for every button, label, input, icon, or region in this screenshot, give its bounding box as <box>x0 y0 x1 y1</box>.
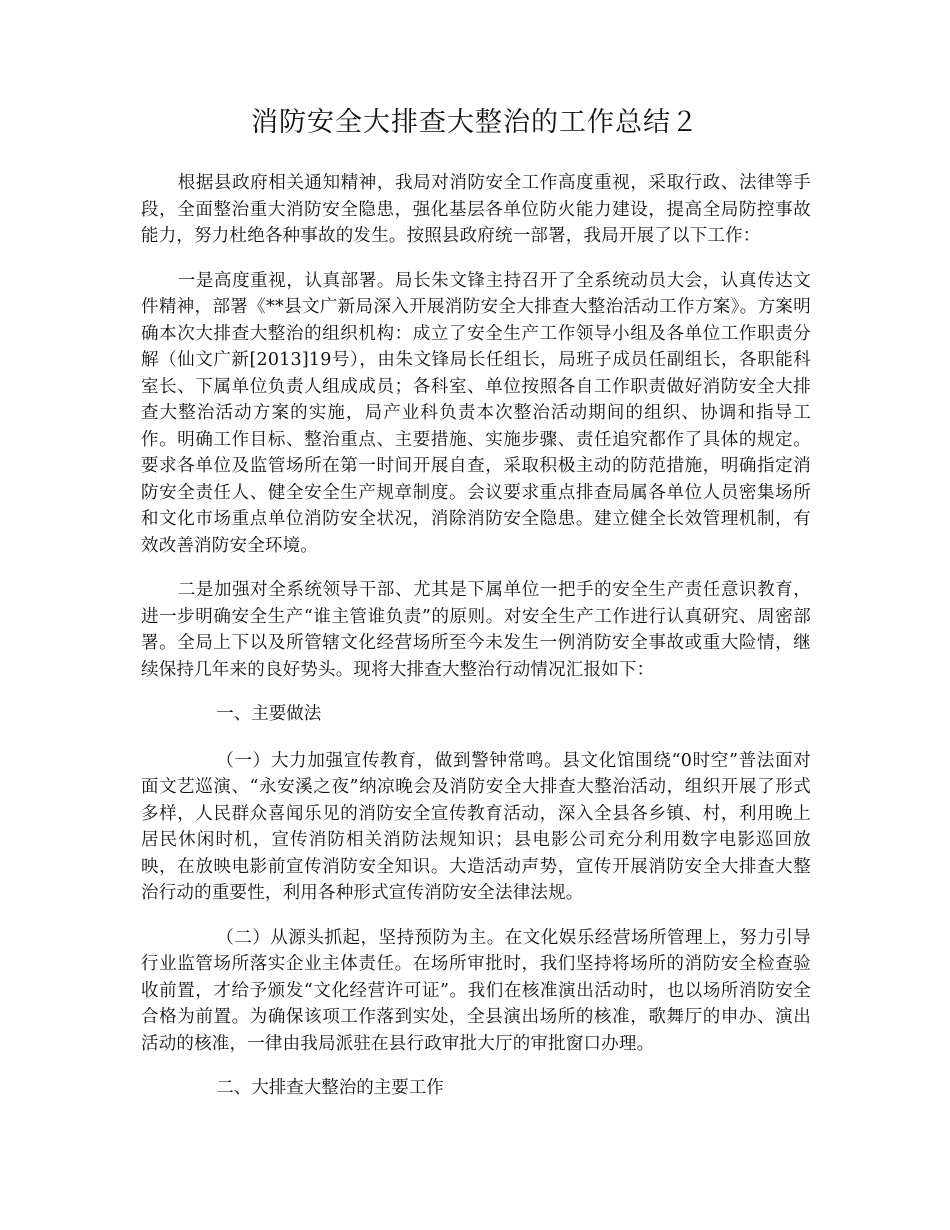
document-body <box>141 170 811 1122</box>
paragraph-point-one: 一是高度重视，认真部署。局长朱文锋主持召开了全系统动员大会，认真传达文件精神，部署《**县文广新局深入开展消防安全大排查大整治活动工作方案》。方案明确本次大排查大整治的组织机构：成立了安全生产工作领导小组及各单位工作职责分解（仙文广新[2013]19号），由朱文锋局长任组长，局班子成员任副组长，各职能科室长、下属单位负责人组成成员；各科室、单位按照各自工作职责做好消防安全大排查大整治活动方案的实施，局产业科负责本次整治活动期间的组织、协调和指导工作。明确工作目标、整治重点、主要措施、实施步骤、责任追究都作了具体的规定。要求各单位及监管场所在第一时间开展自查，采取积极主动的防范措施，明确指定消防安全责任人、健全安全生产规章制度。会议要求重点排查局属各单位人员密集场所和文化市场重点单位消防安全状况，消除消防安全隐患。建立健全长效管理机制，有效改善消防安全环境。 <box>141 270 811 556</box>
paragraph-intro: 根据县政府相关通知精神，我局对消防安全工作高度重视，采取行政、法律等手段，全面整治重大消防安全隐患，强化基层各单位防火能力建设，提高全局防控事故能力，努力杜绝各种事故的发生。按照县政府统一部署，我局开展了以下工作： <box>141 173 811 246</box>
paragraph-publicity-education: （一）大力加强宣传教育，做到警钟常鸣。县文化馆围绕“0时空”普法面对面文艺巡演、“永安溪之夜”纳凉晚会及消防安全大排查大整治活动，组织开展了形式多样，人民群众喜闻乐见的消防安全宣传教育活动，深入全县各乡镇、村，利用晚上居民休闲时机，宣传消防相关消防法规知识；县电影公司充分利用数字电影巡回放映，在放映电影前宣传消防安全知识。大造活动声势，宣传开展消防安全大排查大整治行动的重要性，利用各种形式宣传消防安全法律法规。 <box>141 750 811 903</box>
section-heading-main-work: 二、大排查大整治的主要工作 <box>216 1078 444 1098</box>
section-heading-main-practices: 一、主要做法 <box>216 704 322 724</box>
paragraph-prevention-first: （二）从源头抓起，坚持预防为主。在文化娱乐经营场所管理上，努力引导行业监管场所落实企业主体责任。在场所审批时，我们坚持将场所的消防安全检查验收前置，才给予颁发“文化经营许可证”。我们在核准演出活动时，也以场所消防安全合格为前置。为确保该项工作落到实处，全县演出场所的核准，歌舞厅的申办、演出活动的核准，一律由我局派驻在县行政审批大厅的审批窗口办理。 <box>141 927 811 1054</box>
paragraph-point-two: 二是加强对全系统领导干部、尤其是下属单位一把手的安全生产责任意识教育，进一步明确安全生产“谁主管谁负责”的原则。对安全生产工作进行认真研究、周密部署。全局上下以及所管辖文化经营场所至今未发生一例消防安全事故或重大险情，继续保持几年来的良好势头。现将大排查大整治行动情况汇报如下： <box>141 580 811 680</box>
document-title: 消防安全大排查大整治的工作总结２ <box>251 107 699 138</box>
